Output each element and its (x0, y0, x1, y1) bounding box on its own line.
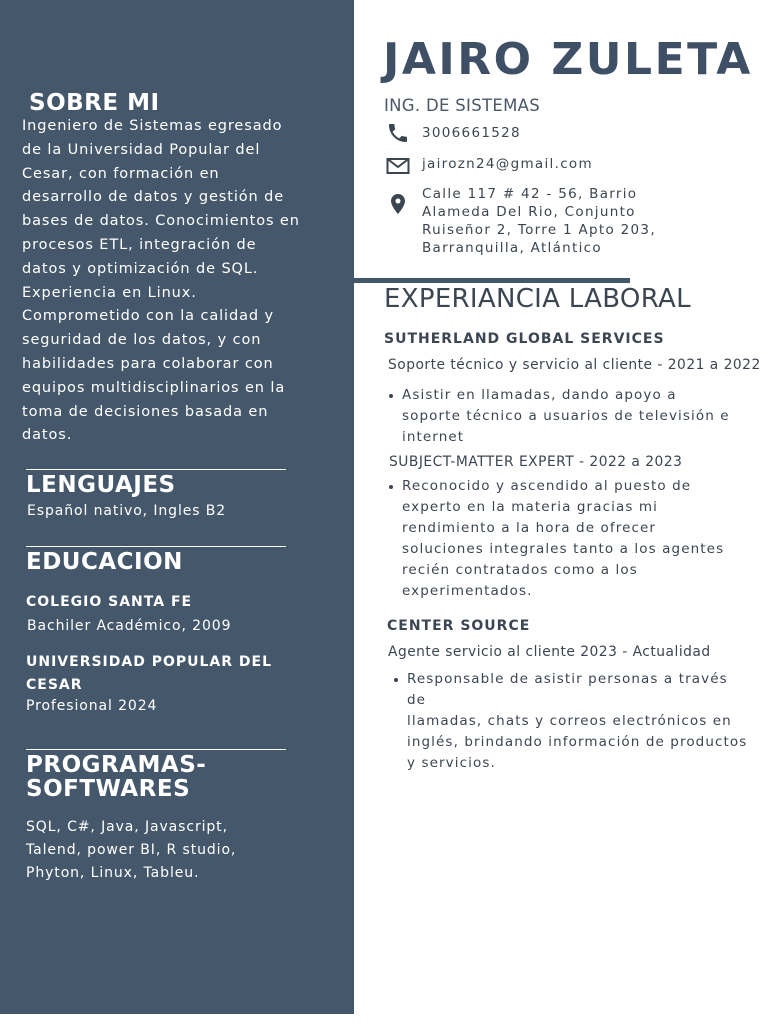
job-bullets (391, 669, 751, 774)
address-line: Ruiseñor 2, Torre 1 Apto 203, (422, 222, 656, 238)
bullet-line: y servicios. (407, 755, 496, 771)
bullet-line: experimentados. (402, 583, 533, 599)
job-bullet (391, 669, 751, 774)
bullet-line: Reconocido y ascendido al puesto de (402, 478, 692, 494)
about-line: seguridad de los datos, y con (22, 332, 262, 349)
job-title: ING. DE SISTEMAS (384, 96, 540, 115)
job-role: Soporte técnico y servicio al cliente - 2021 a 2022 (388, 357, 761, 373)
education-detail: Bachiler Académico, 2009 (27, 618, 232, 634)
about-line: de la Universidad Popular del (22, 141, 261, 158)
software-line: Phyton, Linux, Tableu. (26, 865, 200, 881)
bullet-line: inglés, brindando información de productos (407, 734, 748, 750)
software-heading-line: SOFTWARES (26, 776, 191, 802)
education-school (26, 651, 272, 697)
job-bullet (386, 385, 746, 448)
about-line: Ingeniero de Sistemas egresado (22, 118, 283, 134)
software-heading-line: PROGRAMAS- (26, 752, 207, 778)
about-line: bases de datos. Conocimientos en (22, 213, 300, 230)
about-line: datos y optimización de SQL. (22, 260, 259, 277)
section-divider (26, 469, 286, 470)
bullet-line: llamadas, chats y correos electrónicos en (407, 713, 732, 729)
about-text (22, 115, 342, 448)
bullet-line: soporte técnico a usuarios de televisión e (402, 408, 730, 424)
about-heading: SOBRE MI (29, 90, 160, 116)
education-school: COLEGIO SANTA FE (26, 594, 193, 610)
about-line: Cesar, con formación en (22, 165, 220, 182)
about-line: datos. (22, 427, 73, 444)
sidebar (0, 0, 354, 1014)
bullet-line: experto en la materia gracias mi (402, 499, 658, 515)
phone-link[interactable]: 3006661528 (422, 125, 521, 141)
mail-icon (386, 154, 410, 178)
company-name: CENTER SOURCE (387, 618, 531, 634)
about-line: Comprometido con la calidad y (22, 308, 274, 325)
section-divider (26, 546, 286, 547)
job-bullets (386, 385, 746, 448)
languages-text: Español nativo, Ingles B2 (27, 503, 227, 519)
job-bullets (386, 476, 746, 602)
bullet-line: internet (402, 429, 465, 445)
languages-heading: LENGUAJES (26, 472, 176, 498)
software-line: Talend, power BI, R studio, (26, 842, 237, 858)
bullet-line: soluciones integrales tanto a los agentes (402, 541, 725, 557)
address-line: Alameda Del Rio, Conjunto (422, 204, 636, 220)
person-name: JAIRO ZULETA (383, 34, 753, 85)
bullet-line: recién contratados como a los (402, 562, 638, 578)
bullet-line: Responsable de asistir personas a través de (407, 671, 728, 708)
job-role: SUBJECT-MATTER EXPERT - 2022 a 2023 (389, 454, 683, 470)
education-detail: Profesional 2024 (26, 698, 158, 714)
education-school-line: UNIVERSIDAD POPULAR DEL (26, 654, 273, 670)
address-line: Barranquilla, Atlántico (422, 240, 602, 256)
about-line: procesos ETL, integración de (22, 236, 257, 253)
experience-heading: EXPERIANCIA LABORAL (384, 284, 691, 314)
about-line: toma de decisiones basada en (22, 403, 269, 420)
about-line: habilidades para colaborar con (22, 355, 274, 372)
software-heading (26, 753, 206, 801)
education-school-line: CESAR (26, 677, 83, 693)
address-line: Calle 117 # 42 - 56, Barrio (422, 186, 638, 202)
phone-icon (386, 121, 410, 145)
about-line: Experiencia en Linux. (22, 284, 197, 301)
education-heading: EDUCACION (26, 549, 183, 575)
section-divider (26, 749, 286, 750)
bullet-line: rendimiento a la hora de ofrecer (402, 520, 657, 536)
job-role: Agente servicio al cliente 2023 - Actualidad (388, 644, 711, 660)
bullet-line: Asistir en llamadas, dando apoyo a (402, 387, 677, 403)
company-name: SUTHERLAND GLOBAL SERVICES (384, 331, 665, 347)
software-list (26, 816, 236, 885)
email-link[interactable]: jairozn24@gmail.com (422, 156, 593, 172)
software-line: SQL, C#, Java, Javascript, (26, 819, 228, 835)
address-text (422, 185, 656, 257)
about-line: equipos multidisciplinarios en la (22, 379, 286, 396)
job-bullet (386, 476, 746, 602)
about-line: desarrollo de datos y gestión de (22, 189, 285, 206)
location-pin-icon (386, 192, 410, 216)
